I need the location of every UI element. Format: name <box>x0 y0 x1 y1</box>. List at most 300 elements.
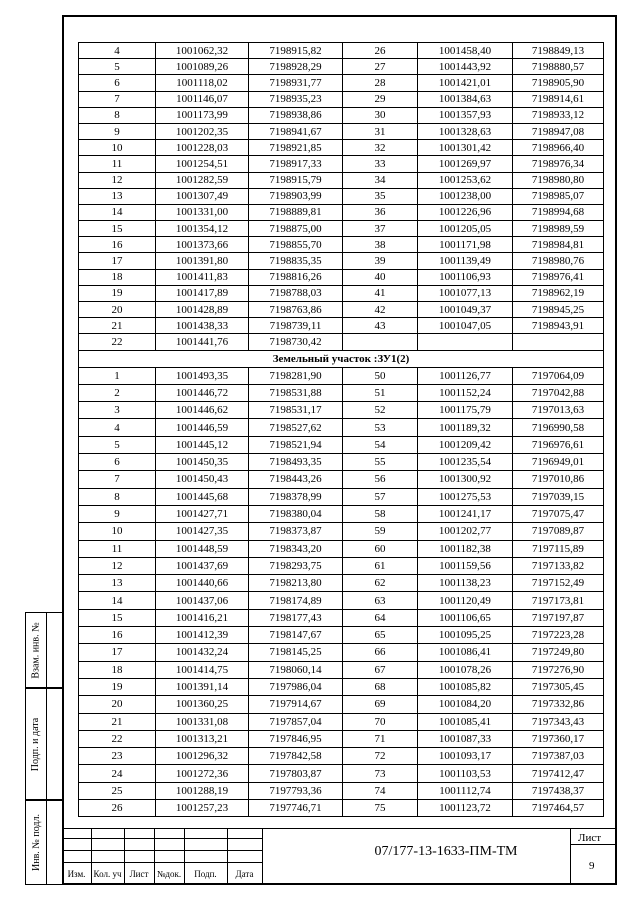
table-cell: 1001235,54 <box>418 454 513 471</box>
table-row <box>79 730 604 747</box>
table-cell: 7197075,47 <box>513 505 604 522</box>
table-row <box>79 488 604 505</box>
table-cell: 1001226,96 <box>418 204 513 220</box>
table-cell: 7198889,81 <box>249 204 343 220</box>
table-row <box>79 661 604 678</box>
table-cell: 7 <box>79 91 156 107</box>
table-cell: 72 <box>343 748 418 765</box>
table-cell: 16 <box>79 237 156 253</box>
table-cell: 56 <box>343 471 418 488</box>
table-cell: 1001328,63 <box>418 123 513 139</box>
table-cell: 1001275,53 <box>418 488 513 505</box>
table-cell: 13 <box>79 575 156 592</box>
table-cell: 1001253,62 <box>418 172 513 188</box>
table-cell: 1 <box>79 367 156 384</box>
table-cell: 20 <box>79 696 156 713</box>
table-cell: 11 <box>79 156 156 172</box>
section-row <box>79 350 604 367</box>
table-row <box>79 557 604 574</box>
table-row <box>79 748 604 765</box>
table-cell: 1001438,33 <box>156 318 249 334</box>
table-cell: 1001296,32 <box>156 748 249 765</box>
table-row <box>79 123 604 139</box>
table-row <box>79 172 604 188</box>
table-cell: 1001437,06 <box>156 592 249 609</box>
table-cell: 14 <box>79 592 156 609</box>
table-cell: 7197197,87 <box>513 609 604 626</box>
table-cell: 1001445,12 <box>156 436 249 453</box>
table-cell: 60 <box>343 540 418 557</box>
table-cell: 1001391,80 <box>156 253 249 269</box>
table-cell: 7198938,86 <box>249 107 343 123</box>
coordinates-table-body <box>79 43 604 817</box>
table-cell: 7197412,47 <box>513 765 604 782</box>
table-cell: 1001173,99 <box>156 107 249 123</box>
table-cell: 7197089,87 <box>513 523 604 540</box>
table-cell: 9 <box>79 123 156 139</box>
stamp-label-ndok: №док. <box>156 869 182 879</box>
table-row <box>79 644 604 661</box>
table-cell: 7197793,36 <box>249 782 343 799</box>
table-cell: 7197438,37 <box>513 782 604 799</box>
table-cell: 7198941,67 <box>249 123 343 139</box>
table-cell: 1001441,76 <box>156 334 249 350</box>
table-row <box>79 782 604 799</box>
table-cell: 29 <box>343 91 418 107</box>
table-row <box>79 59 604 75</box>
table-cell: 1001062,32 <box>156 43 249 59</box>
table-cell: 1001175,79 <box>418 402 513 419</box>
table-cell: 1001450,35 <box>156 454 249 471</box>
table-cell: 1001440,66 <box>156 575 249 592</box>
table-cell: 7198933,12 <box>513 107 604 123</box>
table-cell: 1001112,74 <box>418 782 513 799</box>
table-cell: 7198875,00 <box>249 221 343 237</box>
table-cell: 68 <box>343 678 418 695</box>
table-row <box>79 609 604 626</box>
table-cell: 74 <box>343 782 418 799</box>
table-cell: 1001427,35 <box>156 523 249 540</box>
table-cell: 1001106,93 <box>418 269 513 285</box>
stamp-line <box>570 844 617 845</box>
table-row <box>79 367 604 384</box>
table-cell: 40 <box>343 269 418 285</box>
table-cell: 7198985,07 <box>513 188 604 204</box>
table-cell <box>343 334 418 350</box>
table-cell: 7198788,03 <box>249 285 343 301</box>
table-cell: 58 <box>343 505 418 522</box>
table-cell: 7198943,91 <box>513 318 604 334</box>
table-cell: 7198145,25 <box>249 644 343 661</box>
table-cell: 10 <box>79 523 156 540</box>
table-cell: 1001446,72 <box>156 384 249 401</box>
table-cell: 7197842,58 <box>249 748 343 765</box>
table-cell: 1001301,42 <box>418 140 513 156</box>
table-cell: 7198915,79 <box>249 172 343 188</box>
table-cell: 70 <box>343 713 418 730</box>
table-cell: 1001384,63 <box>418 91 513 107</box>
table-row <box>79 765 604 782</box>
table-cell: 11 <box>79 540 156 557</box>
table-cell: 16 <box>79 627 156 644</box>
table-row <box>79 402 604 419</box>
table-cell: 7198213,80 <box>249 575 343 592</box>
table-cell: 64 <box>343 609 418 626</box>
table-cell: 1001238,00 <box>418 188 513 204</box>
table-cell: 1001445,68 <box>156 488 249 505</box>
table-cell: 7198147,67 <box>249 627 343 644</box>
table-cell: 1001432,24 <box>156 644 249 661</box>
table-cell: 7198293,75 <box>249 557 343 574</box>
table-cell: 4 <box>79 419 156 436</box>
table-cell: 7197343,43 <box>513 713 604 730</box>
table-cell: 1001428,89 <box>156 302 249 318</box>
stamp-line <box>62 862 262 863</box>
table-cell: 1001171,98 <box>418 237 513 253</box>
table-cell: 7197332,86 <box>513 696 604 713</box>
table-cell: 6 <box>79 454 156 471</box>
table-cell: 1001446,59 <box>156 419 249 436</box>
table-cell: 32 <box>343 140 418 156</box>
table-cell: 26 <box>79 799 156 816</box>
table-cell: 1001414,75 <box>156 661 249 678</box>
table-row <box>79 91 604 107</box>
table-cell: 1001257,23 <box>156 799 249 816</box>
table-cell: 1001421,01 <box>418 75 513 91</box>
table-cell: 7198980,80 <box>513 172 604 188</box>
table-cell: 5 <box>79 59 156 75</box>
table-cell: 7198928,29 <box>249 59 343 75</box>
table-row <box>79 471 604 488</box>
table-row <box>79 696 604 713</box>
table-cell: 7198880,57 <box>513 59 604 75</box>
table-cell: 7197803,87 <box>249 765 343 782</box>
table-cell <box>418 334 513 350</box>
table-cell: 17 <box>79 253 156 269</box>
table-row <box>79 107 604 123</box>
table-cell: 1001103,53 <box>418 765 513 782</box>
stamp-line <box>62 838 262 839</box>
table-cell: 75 <box>343 799 418 816</box>
table-cell: 15 <box>79 221 156 237</box>
table-cell: 57 <box>343 488 418 505</box>
table-cell: 1001411,83 <box>156 269 249 285</box>
table-cell: 1001448,59 <box>156 540 249 557</box>
table-row <box>79 334 604 350</box>
table-cell: 1001437,69 <box>156 557 249 574</box>
table-row <box>79 302 604 318</box>
table-cell: 7197013,63 <box>513 402 604 419</box>
table-cell: 7197276,90 <box>513 661 604 678</box>
table-row <box>79 188 604 204</box>
coordinates-table <box>78 42 604 817</box>
table-cell: 1001427,71 <box>156 505 249 522</box>
table-row <box>79 592 604 609</box>
table-cell: 7197914,67 <box>249 696 343 713</box>
table-cell: 1001182,38 <box>418 540 513 557</box>
table-cell: 7198989,59 <box>513 221 604 237</box>
table-cell: 4 <box>79 43 156 59</box>
table-cell: 33 <box>343 156 418 172</box>
table-cell: 7198976,34 <box>513 156 604 172</box>
table-row <box>79 627 604 644</box>
side-field-vzam <box>25 612 62 688</box>
table-cell: 1001049,37 <box>418 302 513 318</box>
table-cell: 7198917,33 <box>249 156 343 172</box>
table-cell: 7198763,86 <box>249 302 343 318</box>
table-cell: 7197039,15 <box>513 488 604 505</box>
table-cell: 7197387,03 <box>513 748 604 765</box>
table-row <box>79 454 604 471</box>
table-cell: 55 <box>343 454 418 471</box>
table-row <box>79 43 604 59</box>
table-row <box>79 318 604 334</box>
table-cell: 21 <box>79 318 156 334</box>
table-cell: 21 <box>79 713 156 730</box>
table-cell: 1001417,89 <box>156 285 249 301</box>
table-cell: 7198976,41 <box>513 269 604 285</box>
table-cell: 1001123,72 <box>418 799 513 816</box>
table-cell: 50 <box>343 367 418 384</box>
table-cell: 20 <box>79 302 156 318</box>
stamp-line <box>62 850 262 851</box>
table-cell: 66 <box>343 644 418 661</box>
table-cell: 1001095,25 <box>418 627 513 644</box>
stamp-line <box>262 828 263 885</box>
table-cell: 7198443,26 <box>249 471 343 488</box>
table-cell: 71 <box>343 730 418 747</box>
table-cell: 2 <box>79 384 156 401</box>
sheet-number: 9 <box>589 860 595 872</box>
stamp-line <box>62 828 617 829</box>
table-cell: 39 <box>343 253 418 269</box>
table-cell: 1001313,21 <box>156 730 249 747</box>
table-cell: 1001354,12 <box>156 221 249 237</box>
table-row <box>79 575 604 592</box>
table-cell: 7196949,01 <box>513 454 604 471</box>
table-cell: 7198945,25 <box>513 302 604 318</box>
table-cell: 22 <box>79 334 156 350</box>
table-cell: 3 <box>79 402 156 419</box>
table-cell: 7197746,71 <box>249 799 343 816</box>
table-row <box>79 221 604 237</box>
table-cell: 14 <box>79 204 156 220</box>
table-cell: 62 <box>343 575 418 592</box>
table-cell: 18 <box>79 661 156 678</box>
table-cell: 7198493,35 <box>249 454 343 471</box>
side-field-podp <box>25 688 62 800</box>
table-cell: 34 <box>343 172 418 188</box>
table-cell: 1001126,77 <box>418 367 513 384</box>
table-cell: 35 <box>343 188 418 204</box>
table-cell: 19 <box>79 285 156 301</box>
table-row <box>79 523 604 540</box>
table-cell: 1001360,25 <box>156 696 249 713</box>
table-cell: 7197857,04 <box>249 713 343 730</box>
table-cell: 7198980,76 <box>513 253 604 269</box>
table-row <box>79 204 604 220</box>
table-cell: 7198521,94 <box>249 436 343 453</box>
table-cell: 7198378,99 <box>249 488 343 505</box>
side-label-inv: Инв. № подл. <box>30 814 42 871</box>
table-cell: 65 <box>343 627 418 644</box>
table-cell: 7197173,81 <box>513 592 604 609</box>
table-cell: 7198177,43 <box>249 609 343 626</box>
table-cell: 1001373,66 <box>156 237 249 253</box>
table-row <box>79 713 604 730</box>
table-cell: 1001331,08 <box>156 713 249 730</box>
stamp-label-list: Лист <box>129 869 149 879</box>
table-row <box>79 799 604 816</box>
table-cell: 1001189,32 <box>418 419 513 436</box>
side-cell-inv <box>46 801 62 884</box>
table-cell: 54 <box>343 436 418 453</box>
table-cell: 7197064,09 <box>513 367 604 384</box>
table-cell: 53 <box>343 419 418 436</box>
table-row <box>79 253 604 269</box>
table-cell: 7198343,20 <box>249 540 343 557</box>
table-cell: 1001288,19 <box>156 782 249 799</box>
table-cell: 7198730,42 <box>249 334 343 350</box>
stamp-line <box>570 828 571 885</box>
table-cell: 7 <box>79 471 156 488</box>
table-cell: 13 <box>79 188 156 204</box>
table-cell: 1001085,41 <box>418 713 513 730</box>
table-cell: 12 <box>79 557 156 574</box>
table-cell: 25 <box>79 782 156 799</box>
table-cell: 1001228,03 <box>156 140 249 156</box>
table-cell <box>513 334 604 350</box>
table-cell: 9 <box>79 505 156 522</box>
table-cell: 5 <box>79 436 156 453</box>
table-cell: 7198281,90 <box>249 367 343 384</box>
table-cell: 52 <box>343 402 418 419</box>
table-cell: 7198931,77 <box>249 75 343 91</box>
table-cell: 7198915,82 <box>249 43 343 59</box>
table-cell: 1001089,26 <box>156 59 249 75</box>
table-row <box>79 540 604 557</box>
table-cell: 7198935,23 <box>249 91 343 107</box>
table-cell: 7197042,88 <box>513 384 604 401</box>
table-cell: 51 <box>343 384 418 401</box>
table-cell: 1001412,39 <box>156 627 249 644</box>
table-cell: 7198914,61 <box>513 91 604 107</box>
table-cell: 1001086,41 <box>418 644 513 661</box>
table-cell: 1001391,14 <box>156 678 249 695</box>
table-cell: 1001118,02 <box>156 75 249 91</box>
table-cell: 1001357,93 <box>418 107 513 123</box>
table-cell: 7197133,82 <box>513 557 604 574</box>
table-cell: 23 <box>79 748 156 765</box>
table-row <box>79 75 604 91</box>
table-cell: 12 <box>79 172 156 188</box>
table-cell: 73 <box>343 765 418 782</box>
stamp-label-podp: Подп. <box>194 869 217 879</box>
table-cell: 1001084,20 <box>418 696 513 713</box>
table-cell: 7196990,58 <box>513 419 604 436</box>
table-cell: 7197010,86 <box>513 471 604 488</box>
table-cell: 7198921,85 <box>249 140 343 156</box>
title-block <box>62 828 617 885</box>
table-row <box>79 140 604 156</box>
table-cell: 1001138,23 <box>418 575 513 592</box>
table-cell: 1001269,97 <box>418 156 513 172</box>
table-cell: 7197152,49 <box>513 575 604 592</box>
table-cell: 1001139,49 <box>418 253 513 269</box>
stamp-label-kol-uch: Кол. уч <box>93 869 122 879</box>
table-row <box>79 436 604 453</box>
table-cell: 59 <box>343 523 418 540</box>
table-cell: 1001152,24 <box>418 384 513 401</box>
table-cell: 7198531,88 <box>249 384 343 401</box>
table-row <box>79 384 604 401</box>
sheet-label: Лист <box>578 832 602 844</box>
table-cell: 7198373,87 <box>249 523 343 540</box>
table-cell: 31 <box>343 123 418 139</box>
table-cell: 1001458,40 <box>418 43 513 59</box>
table-cell: 7197464,57 <box>513 799 604 816</box>
table-cell: 7197223,28 <box>513 627 604 644</box>
table-cell: 7197249,80 <box>513 644 604 661</box>
table-cell: 41 <box>343 285 418 301</box>
table-cell: 42 <box>343 302 418 318</box>
table-cell: 1001450,43 <box>156 471 249 488</box>
table-cell: 7198174,89 <box>249 592 343 609</box>
table-row <box>79 419 604 436</box>
table-cell: 61 <box>343 557 418 574</box>
table-cell: 7198849,13 <box>513 43 604 59</box>
table-cell: 7198835,35 <box>249 253 343 269</box>
table-cell: 8 <box>79 488 156 505</box>
table-cell: 7197305,45 <box>513 678 604 695</box>
table-cell: 7198984,81 <box>513 237 604 253</box>
stamp-label-izm: Изм. <box>67 869 86 879</box>
table-cell: 1001300,92 <box>418 471 513 488</box>
side-label-podp: Подп. и дата <box>30 717 42 771</box>
table-cell: 1001202,77 <box>418 523 513 540</box>
table-cell: 30 <box>343 107 418 123</box>
table-cell: 18 <box>79 269 156 285</box>
section-title: Земельный участок :ЗУ1(2) <box>79 350 604 367</box>
table-cell: 7198962,19 <box>513 285 604 301</box>
table-cell: 1001077,13 <box>418 285 513 301</box>
table-cell: 1001282,59 <box>156 172 249 188</box>
table-cell: 7197115,89 <box>513 540 604 557</box>
table-cell: 1001120,49 <box>418 592 513 609</box>
table-cell: 1001416,21 <box>156 609 249 626</box>
table-cell: 26 <box>343 43 418 59</box>
table-cell: 7198380,04 <box>249 505 343 522</box>
table-cell: 7198060,14 <box>249 661 343 678</box>
table-cell: 1001272,36 <box>156 765 249 782</box>
table-cell: 7198527,62 <box>249 419 343 436</box>
table-cell: 17 <box>79 644 156 661</box>
table-cell: 1001085,82 <box>418 678 513 695</box>
table-cell: 37 <box>343 221 418 237</box>
table-row <box>79 269 604 285</box>
table-cell: 7196976,61 <box>513 436 604 453</box>
table-cell: 7198855,70 <box>249 237 343 253</box>
table-cell: 7198816,26 <box>249 269 343 285</box>
table-cell: 24 <box>79 765 156 782</box>
table-cell: 7197360,17 <box>513 730 604 747</box>
table-cell: 7197846,95 <box>249 730 343 747</box>
table-cell: 1001159,56 <box>418 557 513 574</box>
table-row <box>79 505 604 522</box>
table-cell: 7198947,08 <box>513 123 604 139</box>
side-field-inv <box>25 800 62 885</box>
table-cell: 6 <box>79 75 156 91</box>
